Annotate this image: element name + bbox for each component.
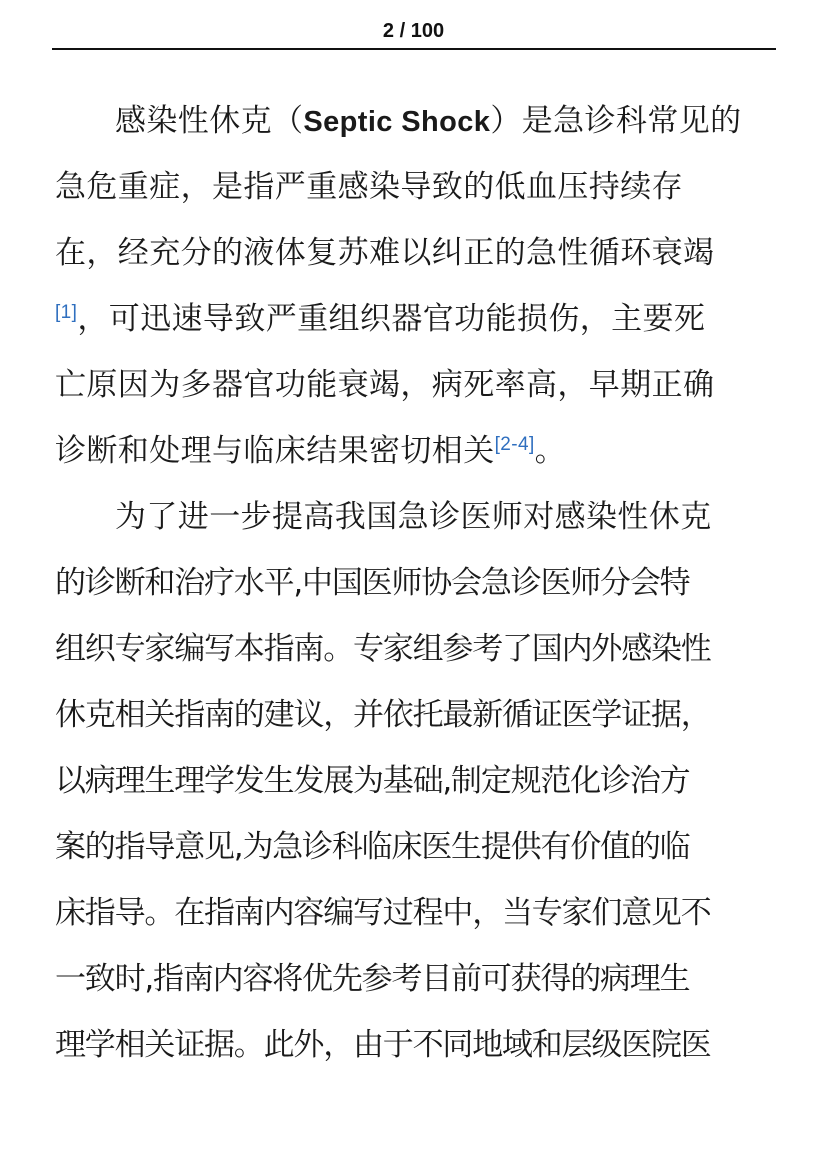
text-line: 亡原因为多器官功能衰竭，病死率高，早期正确 xyxy=(55,367,715,403)
text-line: 床指导。在指南内容编写过程中，当专家们意见不 xyxy=(55,895,711,931)
document-body xyxy=(55,88,773,1078)
text-line: 组织专家编写本指南。专家组参考了国内外感染性 xyxy=(55,631,711,667)
text-segment: 。 xyxy=(534,433,567,469)
text-segment: 诊断和处理与临床结果密切相关 xyxy=(55,433,495,469)
text-line xyxy=(55,286,773,352)
text-line: 休克相关指南的建议，并依托最新循证医学证据， xyxy=(55,697,711,733)
text-segment: 感染性休克（ xyxy=(115,103,304,139)
text-line xyxy=(55,88,773,154)
header-divider xyxy=(52,48,776,50)
citation-link[interactable]: [2-4] xyxy=(494,434,535,455)
text-line: 急危重症，是指严重感染导致的低血压持续存 xyxy=(55,169,683,205)
term-english: Septic Shock xyxy=(303,106,491,138)
text-segment: ）是急诊科常见的 xyxy=(490,103,742,139)
text-line xyxy=(55,418,773,484)
text-line: 理学相关证据。此外，由于不同地域和层级医院医 xyxy=(55,1027,711,1063)
text-line: 为了进一步提高我国急诊医师对感染性休克 xyxy=(115,499,712,535)
citation-link[interactable]: [1] xyxy=(55,302,78,323)
text-line: 一致时,指南内容将优先参考目前可获得的病理生 xyxy=(55,961,690,997)
text-line: 案的指导意见,为急诊科临床医生提供有价值的临 xyxy=(55,829,690,865)
text-line: 以病理生理学发生发展为基础,制定规范化诊治方 xyxy=(55,763,690,799)
page-number: 2 / 100 xyxy=(382,20,445,42)
text-line: 的诊断和治疗水平,中国医师协会急诊医师分会特 xyxy=(55,565,690,601)
text-line: 在，经充分的液体复苏难以纠正的急性循环衰竭 xyxy=(55,235,715,271)
text-segment: ，可迅速导致严重组织器官功能损伤，主要死 xyxy=(77,301,706,337)
